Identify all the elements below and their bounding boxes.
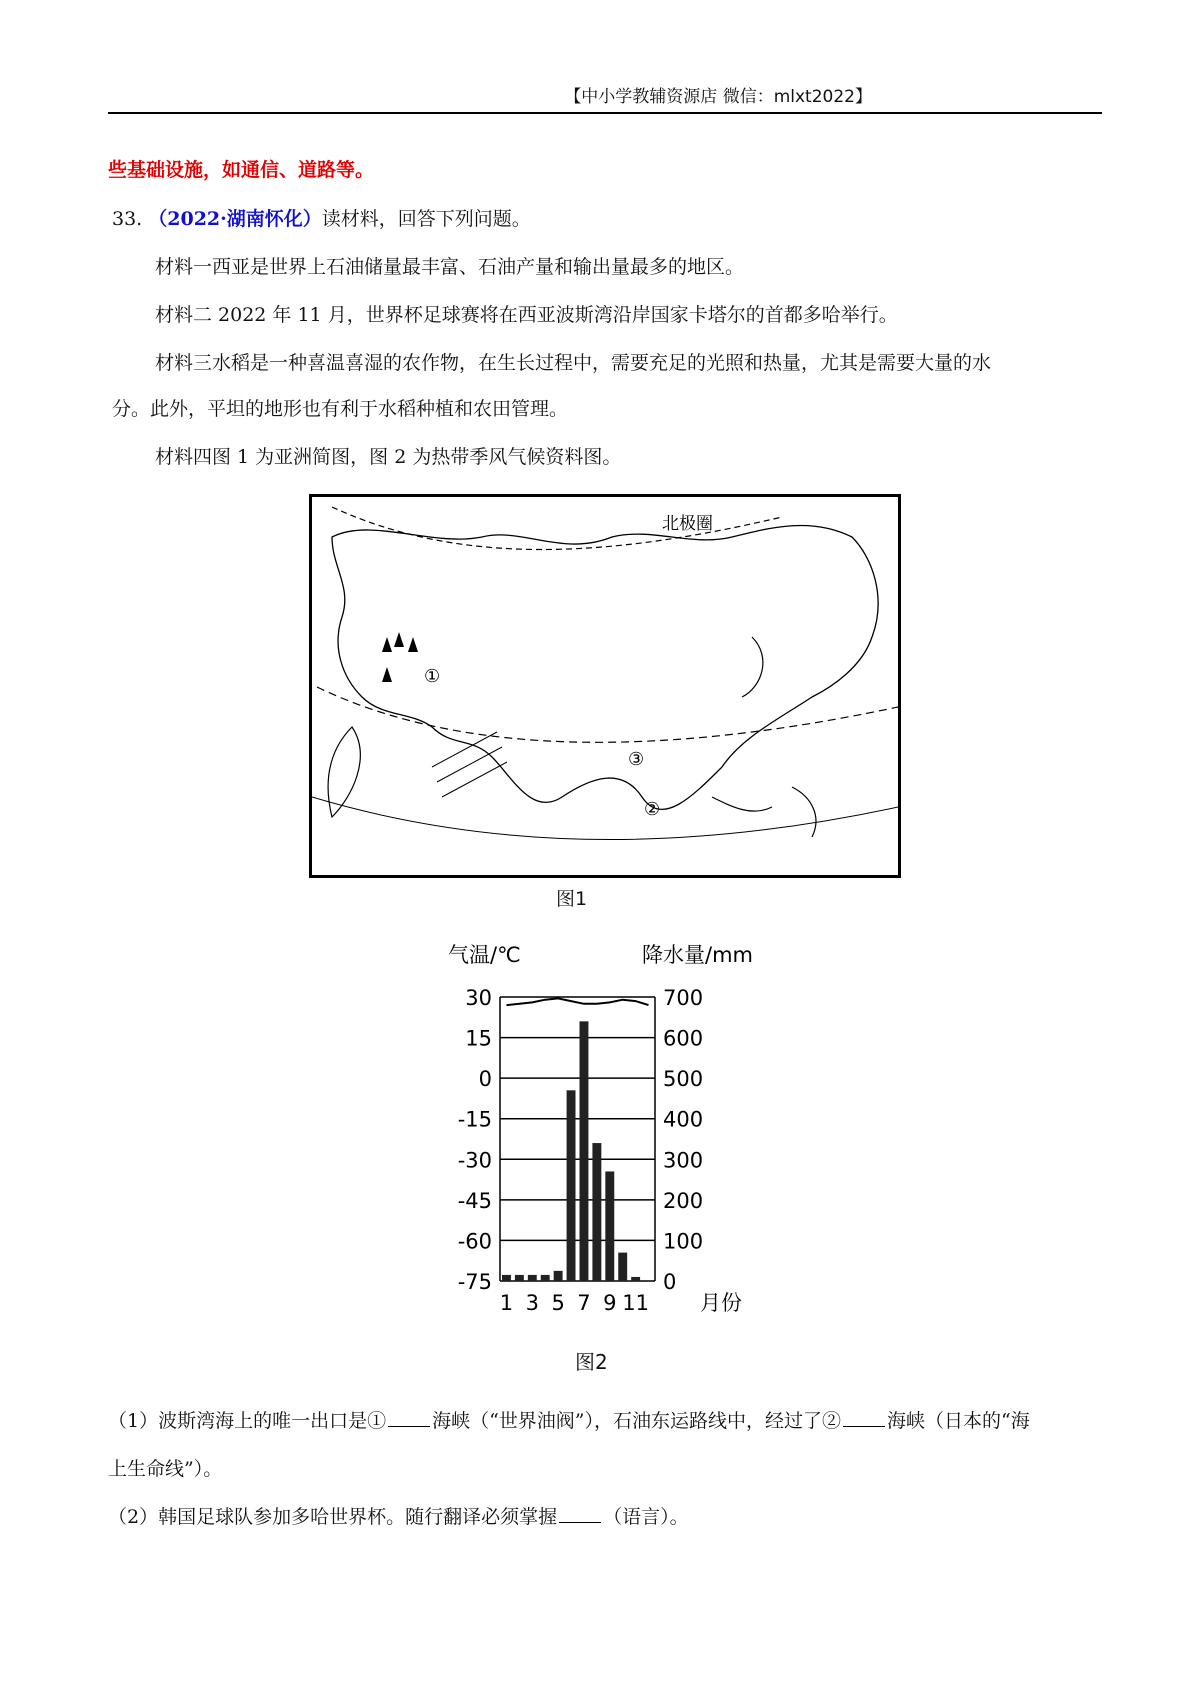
month-tick-label: 11 xyxy=(622,1291,649,1315)
q1-part1: （1）波斯湾海上的唯一出口是① xyxy=(108,1410,387,1432)
precip-bar xyxy=(605,1171,614,1281)
precip-bar xyxy=(528,1275,537,1281)
question-prompt: 读材料，回答下列问题。 xyxy=(321,208,531,230)
marker-3: ③ xyxy=(628,749,645,770)
precip-tick-label: 700 xyxy=(663,986,704,1010)
answer-blank-2[interactable] xyxy=(843,1410,885,1427)
tropic-line xyxy=(317,687,898,742)
page-header xyxy=(108,82,1102,114)
answer-blank-3[interactable] xyxy=(559,1506,601,1523)
question-number: 33. xyxy=(112,208,143,230)
precip-bar xyxy=(580,1021,589,1281)
precip-bar xyxy=(502,1275,511,1281)
precip-bar xyxy=(567,1090,576,1281)
temp-tick-label: -45 xyxy=(457,1188,492,1213)
chart-grid xyxy=(500,997,655,1281)
precip-tick-label: 300 xyxy=(663,1148,704,1173)
figure2-caption: 图2 xyxy=(575,1350,608,1374)
precip-tick-label: 200 xyxy=(663,1188,704,1213)
month-ticks xyxy=(500,1291,649,1315)
month-tick-label: 9 xyxy=(603,1291,617,1315)
material-1: 材料一西亚是世界上石油储量最丰富、石油产量和输出量最多的地区。 xyxy=(155,256,745,278)
temp-tick-label: -30 xyxy=(457,1148,492,1173)
marker-2: ② xyxy=(644,799,661,820)
intro-line: 些基础设施，如通信、道路等。 xyxy=(108,159,375,181)
month-tick-label: 3 xyxy=(525,1291,539,1315)
temp-line xyxy=(507,998,649,1005)
month-tick-label: 5 xyxy=(551,1291,565,1315)
temp-tick-label: 15 xyxy=(465,1026,492,1051)
question-source: （2022·湖南怀化） xyxy=(148,208,322,230)
precip-tick-label: 600 xyxy=(663,1026,704,1051)
header-text: 【中小学教辅资源店 微信：mlxt2022】 xyxy=(564,87,872,107)
q1-part3: 海峡（日本的“海 xyxy=(887,1410,1030,1432)
precip-bar xyxy=(554,1271,563,1281)
oil-icons xyxy=(382,632,418,682)
question-1-cont: 上生命线”）。 xyxy=(108,1458,223,1480)
question-title xyxy=(112,204,531,231)
temp-tick-label: 0 xyxy=(478,1067,492,1092)
precip-bar xyxy=(618,1253,627,1281)
precip-tick-label: 500 xyxy=(663,1067,704,1092)
climate-chart-svg xyxy=(440,940,780,1330)
precip-bars xyxy=(502,1021,640,1281)
answer-blank-1[interactable] xyxy=(388,1410,430,1427)
monsoon-arrows xyxy=(432,732,507,797)
precip-bar xyxy=(592,1143,601,1281)
question-2 xyxy=(108,1502,689,1529)
question-1 xyxy=(108,1406,1030,1433)
climate-chart xyxy=(440,940,780,1334)
temp-ticks xyxy=(458,986,492,1294)
precip-tick-label: 100 xyxy=(663,1229,704,1254)
material-4: 材料四图 1 为亚洲简图，图 2 为热带季风气候资料图。 xyxy=(155,446,622,468)
precip-tick-label: 0 xyxy=(663,1270,677,1294)
asia-outline xyxy=(332,525,878,809)
material-3: 材料三水稻是一种喜温喜湿的农作物，在生长过程中，需要充足的光照和热量，尤其是需要大量的水 xyxy=(155,352,992,374)
precip-axis-label: 降水量/mm xyxy=(642,943,753,967)
month-axis-label: 月份 xyxy=(700,1291,742,1315)
temp-tick-label: -15 xyxy=(457,1107,492,1132)
temp-tick-label: -60 xyxy=(457,1229,492,1254)
figure1-caption: 图1 xyxy=(556,888,588,910)
temp-tick-label: -75 xyxy=(457,1270,492,1294)
precip-ticks xyxy=(663,986,703,1294)
q2-part2: （语言）。 xyxy=(603,1506,689,1528)
temp-axis-label: 气温/℃ xyxy=(448,943,521,967)
q1-part2: 海峡（“世界油阀”），石油东运路线中，经过了② xyxy=(432,1410,842,1432)
precip-bar xyxy=(541,1275,550,1281)
precip-bar xyxy=(515,1275,524,1281)
material-2: 材料二 2022 年 11 月，世界杯足球赛将在西亚波斯湾沿岸国家卡塔尔的首都多哈举行。 xyxy=(155,304,898,326)
month-tick-label: 7 xyxy=(577,1291,591,1315)
material-3-cont: 分。此外，平坦的地形也有利于水稻种植和农田管理。 xyxy=(112,398,569,420)
q2-part1: （2）韩国足球队参加多哈世界杯。随行翻译必须掌握 xyxy=(108,1506,558,1528)
asia-map xyxy=(309,494,901,878)
arctic-circle-label: 北极圈 xyxy=(662,514,713,534)
marker-1: ① xyxy=(424,666,441,687)
precip-tick-label: 400 xyxy=(663,1107,704,1132)
japan-outline xyxy=(742,637,763,697)
precip-bar xyxy=(631,1277,640,1281)
month-tick-label: 1 xyxy=(499,1291,514,1315)
temp-tick-label: 30 xyxy=(465,986,492,1010)
asia-map-svg xyxy=(312,497,898,875)
